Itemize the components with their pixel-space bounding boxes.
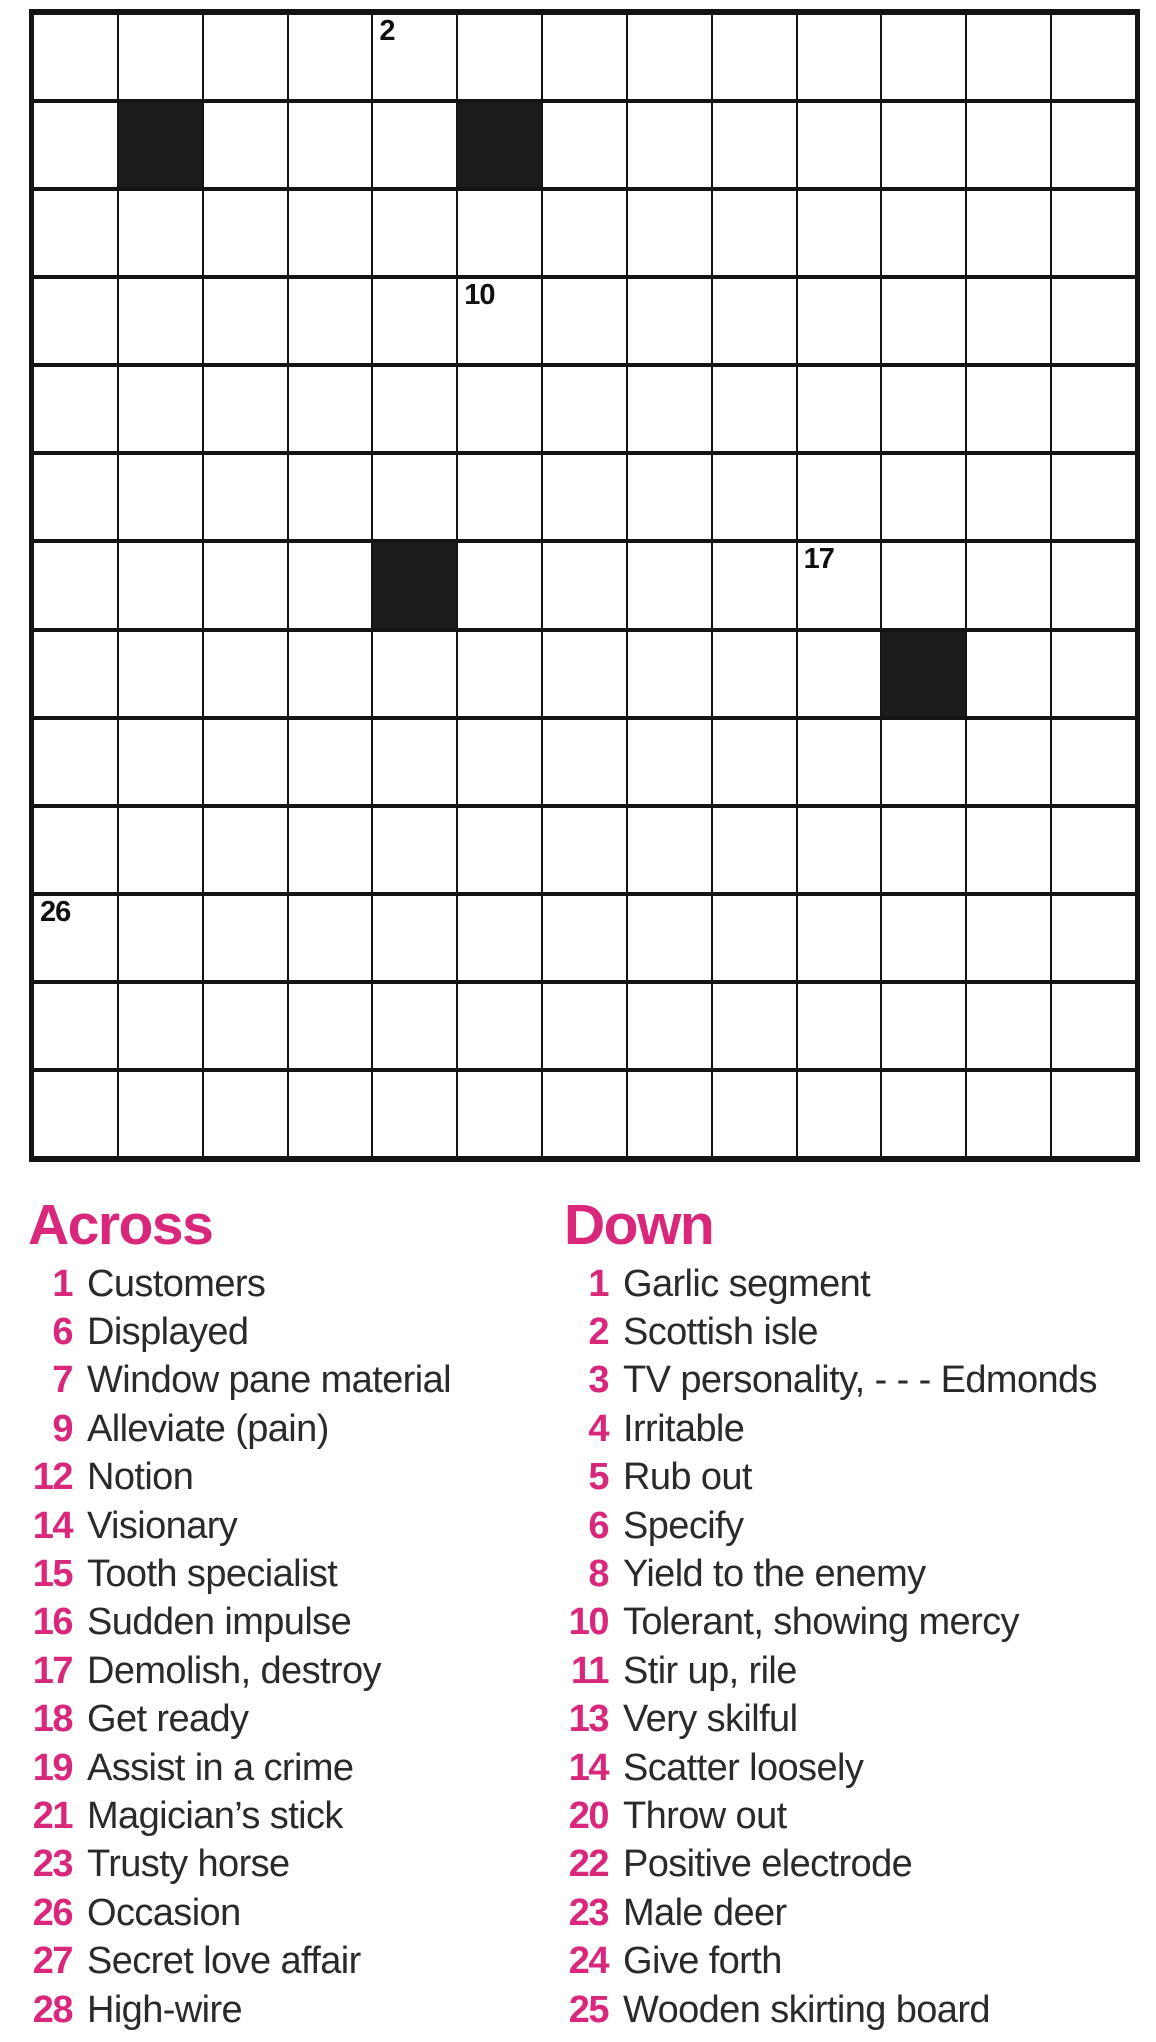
- grid-cell[interactable]: [118, 630, 203, 718]
- black-cell: [118, 101, 203, 189]
- grid-cell[interactable]: [797, 982, 882, 1070]
- grid-cell[interactable]: [33, 277, 118, 365]
- grid-cell[interactable]: [118, 718, 203, 806]
- grid-cell[interactable]: [33, 13, 118, 101]
- cell-number: 26: [40, 895, 71, 928]
- across-clue-item: [24, 1744, 539, 1792]
- grid-cell[interactable]: [797, 13, 882, 101]
- clue-number: 25: [568, 1988, 608, 2031]
- down-clue-item: [560, 1792, 1156, 1840]
- clue-text: Sudden impulse: [87, 1601, 352, 1644]
- grid-cell[interactable]: [881, 277, 966, 365]
- down-clue-item: [560, 1453, 1156, 1501]
- grid-cell[interactable]: [1051, 630, 1136, 718]
- grid-cell[interactable]: [1051, 101, 1136, 189]
- grid-cell[interactable]: [542, 806, 627, 894]
- down-clue-item: [560, 1550, 1156, 1598]
- grid-cell[interactable]: [712, 365, 797, 453]
- across-clue-item: [24, 1260, 539, 1308]
- grid-cell[interactable]: [372, 982, 457, 1070]
- grid-cell[interactable]: [457, 718, 542, 806]
- clue-number: 6: [588, 1504, 608, 1547]
- across-clue-item: [24, 1937, 539, 1985]
- clue-number: 15: [32, 1553, 72, 1596]
- clue-number: 7: [52, 1359, 72, 1402]
- grid-cell[interactable]: [627, 453, 712, 541]
- grid-cell[interactable]: [797, 101, 882, 189]
- down-clue-item: [560, 1308, 1156, 1356]
- clue-text: Wooden skirting board: [623, 1988, 990, 2031]
- across-clue-item: [24, 1792, 539, 1840]
- grid-cell[interactable]: [797, 189, 882, 277]
- grid-cell[interactable]: [457, 806, 542, 894]
- grid-cell[interactable]: [797, 453, 882, 541]
- grid-cell[interactable]: [1051, 806, 1136, 894]
- grid-cell[interactable]: [288, 718, 373, 806]
- across-clue-item: [24, 1550, 539, 1598]
- clue-text: Demolish, destroy: [87, 1649, 381, 1692]
- clue-number: 5: [588, 1456, 608, 1499]
- clue-text: Visionary: [87, 1504, 238, 1547]
- clue-text: Tolerant, showing mercy: [623, 1601, 1019, 1644]
- clue-number: 14: [568, 1746, 608, 1789]
- clue-number: 10: [568, 1601, 608, 1644]
- clue-text: Very skilful: [623, 1698, 798, 1741]
- grid-cell[interactable]: [118, 982, 203, 1070]
- across-clue-item: [24, 1598, 539, 1646]
- clue-text: Secret love affair: [87, 1940, 361, 1983]
- down-clue-item: [560, 1889, 1156, 1937]
- grid-cell[interactable]: [712, 718, 797, 806]
- grid-cell[interactable]: [1051, 541, 1136, 629]
- across-clue-item: [24, 1308, 539, 1356]
- clue-number: 14: [32, 1504, 72, 1547]
- grid-cell[interactable]: [881, 718, 966, 806]
- grid-cell[interactable]: [372, 1070, 457, 1158]
- grid-cell[interactable]: [797, 630, 882, 718]
- clue-text: Get ready: [87, 1698, 249, 1741]
- grid-cell[interactable]: [203, 630, 288, 718]
- clue-text: Alleviate (pain): [87, 1407, 329, 1450]
- grid-cell[interactable]: [712, 894, 797, 982]
- grid-cell[interactable]: [457, 541, 542, 629]
- clue-number: 1: [588, 1262, 608, 1305]
- grid-cell[interactable]: [712, 453, 797, 541]
- across-clue-item: [24, 1405, 539, 1453]
- grid-cell[interactable]: [966, 365, 1051, 453]
- grid-cell[interactable]: [33, 101, 118, 189]
- clue-text: Positive electrode: [623, 1843, 913, 1886]
- clue-text: Yield to the enemy: [623, 1553, 926, 1596]
- grid-cell[interactable]: [966, 806, 1051, 894]
- grid-cell[interactable]: [627, 894, 712, 982]
- down-clue-list: [560, 1260, 1156, 2034]
- clue-text: Give forth: [623, 1940, 782, 1983]
- grid-cell[interactable]: [627, 277, 712, 365]
- grid-cell[interactable]: [33, 982, 118, 1070]
- clue-text: Male deer: [623, 1891, 787, 1934]
- grid-cell[interactable]: [288, 101, 373, 189]
- grid-cell[interactable]: [542, 982, 627, 1070]
- grid-cell[interactable]: [118, 894, 203, 982]
- grid-cell[interactable]: [33, 1070, 118, 1158]
- clue-number: 6: [52, 1311, 72, 1354]
- grid-cell[interactable]: [712, 806, 797, 894]
- grid-cell[interactable]: [712, 982, 797, 1070]
- clue-text: Throw out: [623, 1794, 787, 1837]
- grid-cell[interactable]: [881, 365, 966, 453]
- grid-cell[interactable]: [457, 982, 542, 1070]
- grid-cell[interactable]: [33, 806, 118, 894]
- down-clue-item: [560, 1598, 1156, 1646]
- down-clue-item: [560, 1260, 1156, 1308]
- down-clues-section: [560, 1194, 1156, 2034]
- grid-cell[interactable]: [457, 1070, 542, 1158]
- clue-number: 19: [32, 1746, 72, 1789]
- grid-cell[interactable]: [712, 13, 797, 101]
- across-clue-item: [24, 1889, 539, 1937]
- grid-cell[interactable]: [627, 630, 712, 718]
- clue-text: High-wire: [87, 1988, 243, 2031]
- grid-cell[interactable]: [457, 13, 542, 101]
- across-clue-item: [24, 1453, 539, 1501]
- down-clue-item: [560, 1840, 1156, 1888]
- black-cell: [457, 101, 542, 189]
- grid-cell[interactable]: [33, 718, 118, 806]
- grid-cell[interactable]: [542, 365, 627, 453]
- grid-cell[interactable]: [542, 541, 627, 629]
- grid-cell[interactable]: [118, 1070, 203, 1158]
- clue-number: 20: [568, 1794, 608, 1837]
- grid-cell[interactable]: [542, 630, 627, 718]
- grid-cell[interactable]: [966, 541, 1051, 629]
- across-heading: Across: [28, 1193, 213, 1257]
- clue-number: 26: [32, 1891, 72, 1934]
- grid-cell[interactable]: [288, 894, 373, 982]
- cell-number: 17: [803, 543, 834, 576]
- grid-cell[interactable]: [203, 541, 288, 629]
- grid-cell[interactable]: [966, 1070, 1051, 1158]
- grid-cell[interactable]: [542, 189, 627, 277]
- grid-cell[interactable]: [203, 365, 288, 453]
- grid-cell[interactable]: [203, 982, 288, 1070]
- clue-number: 4: [588, 1407, 608, 1450]
- clue-text: TV personality, - - - Edmonds: [623, 1359, 1097, 1402]
- grid-cell[interactable]: [627, 806, 712, 894]
- grid-cell[interactable]: [881, 541, 966, 629]
- clue-text: Scatter loosely: [623, 1746, 864, 1789]
- grid-cell[interactable]: [33, 894, 118, 982]
- grid-cell[interactable]: [627, 1070, 712, 1158]
- grid-cell[interactable]: [372, 189, 457, 277]
- clue-number: 23: [32, 1843, 72, 1886]
- clue-text: Customers: [87, 1262, 266, 1305]
- clue-text: Displayed: [87, 1311, 249, 1354]
- clue-text: Trusty horse: [87, 1843, 290, 1886]
- clue-number: 27: [32, 1940, 72, 1983]
- grid-cell[interactable]: [457, 189, 542, 277]
- clue-number: 23: [568, 1891, 608, 1934]
- grid-cell[interactable]: [627, 189, 712, 277]
- grid-cell[interactable]: [627, 101, 712, 189]
- grid-cell[interactable]: [1051, 365, 1136, 453]
- black-cell: [881, 630, 966, 718]
- clue-number: 24: [568, 1940, 608, 1983]
- clue-text: Rub out: [623, 1456, 752, 1499]
- grid-cell[interactable]: [288, 630, 373, 718]
- grid-cell[interactable]: [457, 453, 542, 541]
- cell-number: 10: [464, 279, 495, 312]
- grid-cell[interactable]: [712, 277, 797, 365]
- grid-cell[interactable]: [203, 101, 288, 189]
- grid-cell[interactable]: [712, 541, 797, 629]
- grid-cell[interactable]: [372, 365, 457, 453]
- grid-cell[interactable]: [542, 101, 627, 189]
- grid-cell[interactable]: [797, 541, 882, 629]
- grid-cell[interactable]: [1051, 453, 1136, 541]
- grid-cell[interactable]: [627, 541, 712, 629]
- grid-cell[interactable]: [372, 13, 457, 101]
- grid-cell[interactable]: [288, 453, 373, 541]
- grid-cell[interactable]: [118, 541, 203, 629]
- grid-cell[interactable]: [1051, 189, 1136, 277]
- grid-cell[interactable]: [118, 13, 203, 101]
- clue-number: 13: [568, 1698, 608, 1741]
- grid-cell[interactable]: [1051, 718, 1136, 806]
- grid-cell[interactable]: [203, 189, 288, 277]
- grid-cell[interactable]: [288, 806, 373, 894]
- grid-cell[interactable]: [457, 894, 542, 982]
- grid-cell[interactable]: [288, 13, 373, 101]
- grid-cell[interactable]: [457, 630, 542, 718]
- down-clue-item: [560, 1986, 1156, 2034]
- grid-cell[interactable]: [966, 982, 1051, 1070]
- clue-number: 16: [32, 1601, 72, 1644]
- clue-text: Magician’s stick: [87, 1794, 343, 1837]
- grid-cell[interactable]: [542, 894, 627, 982]
- clue-text: Notion: [87, 1456, 194, 1499]
- across-clue-list: [24, 1260, 539, 2034]
- clue-number: 18: [32, 1698, 72, 1741]
- grid-cell[interactable]: [1051, 13, 1136, 101]
- clue-number: 17: [32, 1649, 72, 1692]
- grid-cell[interactable]: [203, 277, 288, 365]
- clue-text: Stir up, rile: [623, 1649, 797, 1692]
- grid-cell[interactable]: [542, 453, 627, 541]
- grid-cell[interactable]: [881, 1070, 966, 1158]
- clue-number: 22: [568, 1843, 608, 1886]
- black-cell: [372, 541, 457, 629]
- across-clue-item: [24, 1502, 539, 1550]
- grid-cell[interactable]: [966, 13, 1051, 101]
- down-clue-item: [560, 1937, 1156, 1985]
- grid-cell[interactable]: [966, 894, 1051, 982]
- grid-cell[interactable]: [372, 101, 457, 189]
- clue-text: Tooth specialist: [87, 1553, 338, 1596]
- grid-cell[interactable]: [797, 894, 882, 982]
- grid-cell[interactable]: [118, 365, 203, 453]
- clue-number: 8: [588, 1553, 608, 1596]
- cell-number: 2: [379, 15, 395, 47]
- clue-text: Scottish isle: [623, 1311, 818, 1354]
- clue-text: Assist in a crime: [87, 1746, 354, 1789]
- down-clue-item: [560, 1405, 1156, 1453]
- across-clue-item: [24, 1647, 539, 1695]
- grid-cell[interactable]: [797, 365, 882, 453]
- grid-cell[interactable]: [203, 718, 288, 806]
- grid-cell[interactable]: [457, 277, 542, 365]
- grid-cell[interactable]: [542, 1070, 627, 1158]
- grid-cell[interactable]: [712, 630, 797, 718]
- grid-cell[interactable]: [712, 189, 797, 277]
- across-clue-item: [24, 1840, 539, 1888]
- grid-cell[interactable]: [881, 806, 966, 894]
- grid-cell[interactable]: [118, 189, 203, 277]
- clue-text: Specify: [623, 1504, 744, 1547]
- across-clue-item: [24, 1986, 539, 2034]
- down-heading: Down: [564, 1193, 714, 1257]
- grid-cell[interactable]: [881, 101, 966, 189]
- grid-cell[interactable]: [457, 365, 542, 453]
- down-clue-item: [560, 1647, 1156, 1695]
- grid-cell[interactable]: [33, 541, 118, 629]
- grid-cell[interactable]: [966, 101, 1051, 189]
- clue-text: Occasion: [87, 1891, 241, 1934]
- grid-cell[interactable]: [966, 453, 1051, 541]
- grid-cell[interactable]: [372, 894, 457, 982]
- grid-cell[interactable]: [712, 1070, 797, 1158]
- across-clues-section: [24, 1194, 539, 2034]
- grid-cell[interactable]: [797, 718, 882, 806]
- grid-cell[interactable]: [1051, 1070, 1136, 1158]
- grid-cell[interactable]: [966, 189, 1051, 277]
- grid-cell[interactable]: [33, 365, 118, 453]
- grid-cell[interactable]: [797, 1070, 882, 1158]
- grid-cell[interactable]: [881, 894, 966, 982]
- across-clue-item: [24, 1356, 539, 1404]
- grid-cell[interactable]: [542, 277, 627, 365]
- grid-cell[interactable]: [33, 189, 118, 277]
- grid-cell[interactable]: [118, 806, 203, 894]
- grid-cell[interactable]: [372, 453, 457, 541]
- grid-cell[interactable]: [203, 453, 288, 541]
- clue-text: Garlic segment: [623, 1262, 871, 1305]
- across-clue-item: [24, 1695, 539, 1743]
- grid-cell[interactable]: [542, 718, 627, 806]
- grid-cell[interactable]: [881, 13, 966, 101]
- grid-cell[interactable]: [1051, 982, 1136, 1070]
- grid-cell[interactable]: [203, 806, 288, 894]
- clue-number: 12: [32, 1456, 72, 1499]
- clue-number: 2: [588, 1311, 608, 1354]
- grid-cell[interactable]: [118, 277, 203, 365]
- grid-cell[interactable]: [288, 277, 373, 365]
- down-clue-item: [560, 1502, 1156, 1550]
- grid-cell[interactable]: [372, 277, 457, 365]
- grid-cell[interactable]: [33, 630, 118, 718]
- clue-text: Window pane material: [87, 1359, 451, 1402]
- grid-cell[interactable]: [288, 365, 373, 453]
- clue-number: 1: [52, 1262, 72, 1305]
- grid-cell[interactable]: [966, 718, 1051, 806]
- clue-number: 28: [32, 1988, 72, 2031]
- grid-cell[interactable]: [1051, 894, 1136, 982]
- grid-cell[interactable]: [288, 189, 373, 277]
- grid-cell[interactable]: [288, 541, 373, 629]
- grid-cell[interactable]: [203, 894, 288, 982]
- clue-number: 3: [588, 1359, 608, 1402]
- crossword-grid: [29, 9, 1140, 1162]
- grid-cell[interactable]: [372, 718, 457, 806]
- grid-cell[interactable]: [288, 982, 373, 1070]
- clue-number: 21: [32, 1794, 72, 1837]
- grid-cell[interactable]: [33, 453, 118, 541]
- down-clue-item: [560, 1356, 1156, 1404]
- grid-cell[interactable]: [712, 101, 797, 189]
- clue-number: 11: [570, 1649, 608, 1692]
- grid-cell[interactable]: [797, 277, 882, 365]
- clue-number: 9: [52, 1407, 72, 1450]
- grid-cell[interactable]: [881, 189, 966, 277]
- down-clue-item: [560, 1695, 1156, 1743]
- grid-cell[interactable]: [797, 806, 882, 894]
- grid-cell[interactable]: [288, 1070, 373, 1158]
- grid-cell[interactable]: [1051, 277, 1136, 365]
- grid-cell[interactable]: [203, 13, 288, 101]
- grid-cell[interactable]: [627, 13, 712, 101]
- grid-cell[interactable]: [627, 365, 712, 453]
- grid-cell[interactable]: [966, 630, 1051, 718]
- grid-cell[interactable]: [372, 630, 457, 718]
- grid-cell[interactable]: [203, 1070, 288, 1158]
- grid-cell[interactable]: [881, 453, 966, 541]
- clue-text: Irritable: [623, 1407, 745, 1450]
- down-clue-item: [560, 1744, 1156, 1792]
- grid-cell[interactable]: [372, 806, 457, 894]
- grid-cell[interactable]: [881, 982, 966, 1070]
- grid-cell[interactable]: [627, 718, 712, 806]
- grid-cell[interactable]: [118, 453, 203, 541]
- grid-cell[interactable]: [542, 13, 627, 101]
- grid-cell[interactable]: [627, 982, 712, 1070]
- grid-cell[interactable]: [966, 277, 1051, 365]
